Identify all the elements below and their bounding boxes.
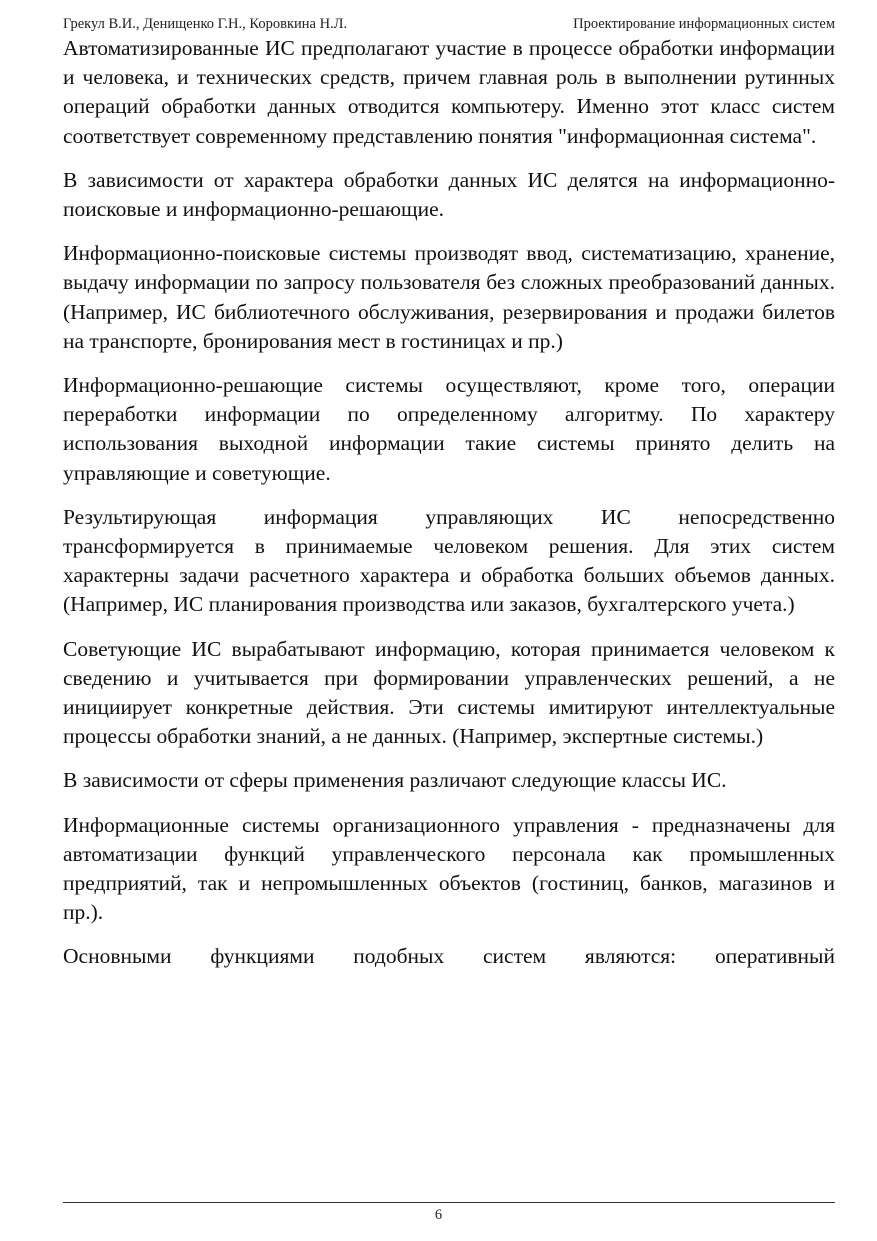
paragraph-control-systems: Результирующая информация управляющих ИС непосредственно трансформируется в принимаемые человеком решения. Для этих систем характерны задачи расчетного характера и обработка больших объемов данных. (Например, ИС планирования производства или заказов, бухгалтерского учета.) [63,504,835,617]
header-authors: Грекул В.И., Денищенко Г.Н., Коровкина Н.Л. [63,16,348,32]
header-title: Проектирование информационных систем [573,16,835,32]
paragraph-organizational-management: Информационные системы организационного управления - предназначены для автоматизации функций управленческого персонала как промышленных предприятий, так и непромышленных объектов (гостиниц, банков, магазинов и пр.). [63,812,835,925]
paragraph-application-classes: В зависимости от сферы применения различают следующие классы ИС. [63,768,727,793]
paragraph-advisory-systems: Советующие ИС вырабатывают информацию, которая принимается человеком к сведению и учитывается при формировании управленческих решений, а не инициирует конкретные действия. Эти системы имитируют интеллектуальные процессы обработки знаний, а не данных. (Например, экспертные системы.) [63,636,835,749]
running-header [63,14,835,34]
paragraph-processing-types: В зависимости от характера обработки данных ИС делятся на информационно-поисковые и информационно-решающие. [63,167,835,222]
paragraph-search-systems: Информационно-поисковые системы производят ввод, систематизацию, хранение, выдачу информации по запросу пользователя без сложных преобразований данных. (Например, ИС библиотечного обслуживания, резервирования и продажи билетов на транспорте, бронирования мест в гостиницах и пр.) [63,241,835,353]
paragraph-automated-is: Автоматизированные ИС предполагают участие в процессе обработки информации и человека, и технических средств, причем главная роль в выполнении рутинных операций обработки данных отводится компьютеру. Именно этот класс систем соответствует современному представлению понятия "информационная система". [63,36,835,148]
body-text [63,34,835,972]
paragraph-decision-systems: Информационно-решающие системы осуществляют, кроме того, операции переработки информации по определенному алгоритму. По характеру использования выходной информации такие системы принято делить на управляющие и советующие. [63,373,835,485]
paragraph-main-functions: Основными функциями подобных систем являются: оперативный [63,944,835,969]
footer-divider [63,1202,835,1203]
page-number: 6 [434,1207,443,1223]
